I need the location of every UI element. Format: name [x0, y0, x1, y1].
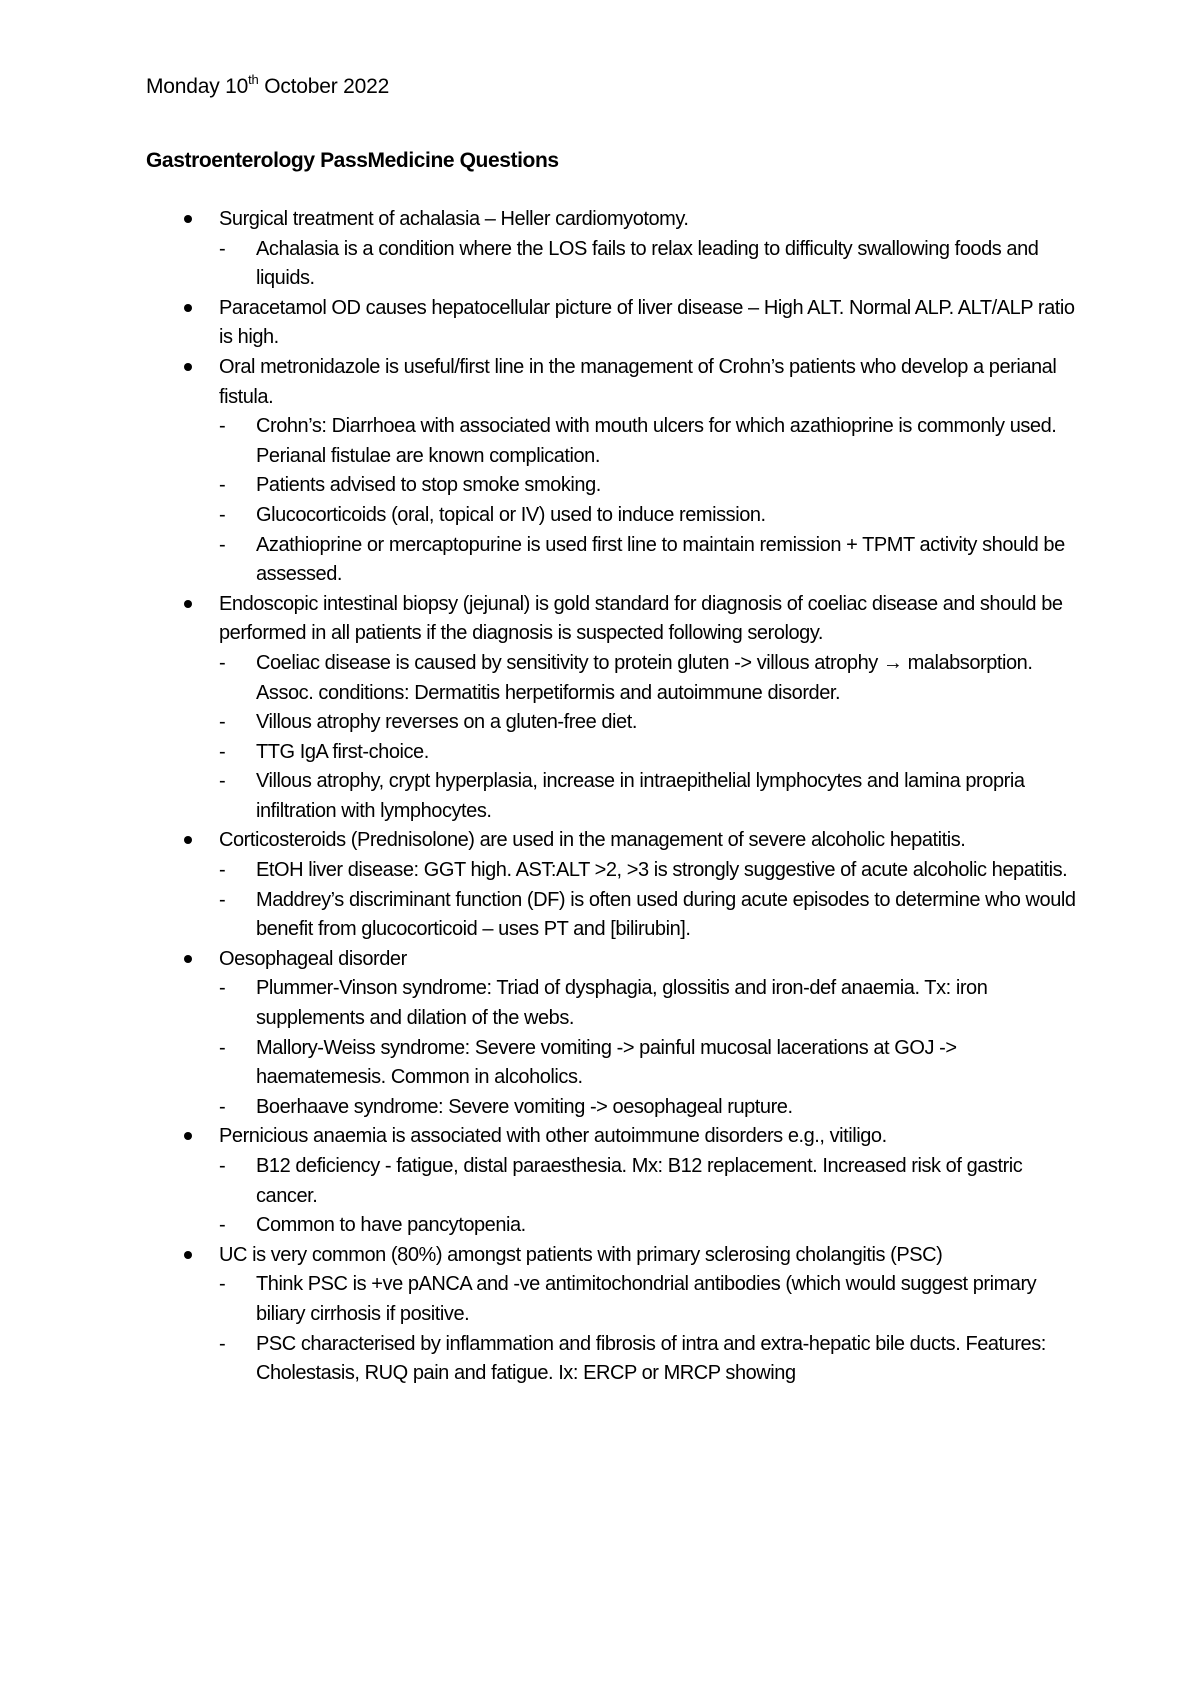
bullet-icon	[184, 215, 192, 223]
sub-item	[146, 856, 1086, 886]
sub-item	[146, 235, 1086, 294]
sub-text: EtOH liver disease: GGT high. AST:ALT >2, >3 is strongly suggestive of acute alcoholic hepatitis.	[256, 859, 1068, 882]
sub-item	[146, 1330, 1086, 1389]
sub-text: B12 deficiency - fatigue, distal paraesthesia. Mx: B12 replacement. Increased risk of gastric cancer.	[256, 1155, 1023, 1207]
bullet-item	[146, 1241, 1086, 1389]
sub-text: Villous atrophy reverses on a gluten-free diet.	[256, 711, 637, 734]
bullet-text: Oesophageal disorder	[219, 947, 407, 970]
bullet-text: Endoscopic intestinal biopsy (jejunal) is gold standard for diagnosis of coeliac disease and should be performed in all patients if the diagnosis is suspected following serology.	[219, 592, 1063, 645]
sub-item	[146, 1034, 1086, 1093]
sub-item	[146, 471, 1086, 501]
dash-icon: -	[219, 503, 226, 526]
dash-icon: -	[219, 533, 226, 556]
sub-item	[146, 649, 1086, 708]
sub-item	[146, 412, 1086, 471]
sub-text: Common to have pancytopenia.	[256, 1214, 526, 1237]
dash-icon: -	[219, 651, 226, 674]
bullet-text: UC is very common (80%) amongst patients with primary sclerosing cholangitis (PSC)	[219, 1243, 943, 1266]
dash-icon: -	[219, 415, 226, 438]
dash-icon: -	[219, 474, 226, 497]
dash-icon: -	[219, 888, 226, 911]
bullet-icon	[184, 955, 192, 963]
dash-icon: -	[219, 770, 226, 793]
sub-item	[146, 1152, 1086, 1211]
dash-icon: -	[219, 740, 226, 763]
dash-icon: -	[219, 237, 226, 260]
sub-item	[146, 1093, 1086, 1123]
date-prefix: Monday 10	[146, 75, 249, 98]
dash-icon: -	[219, 1036, 226, 1059]
notes-list	[146, 205, 1086, 1389]
sub-text: Azathioprine or mercaptopurine is used first line to maintain remission + TPMT activity should be assessed.	[256, 533, 1065, 586]
document-title: Gastroenterology PassMedicine Questions	[146, 149, 559, 172]
sub-item	[146, 886, 1086, 945]
sub-text: Think PSC is +ve pANCA and -ve antimitochondrial antibodies (which would suggest primary biliary cirrhosis if positive.	[256, 1273, 1037, 1325]
dash-icon: -	[219, 977, 226, 1000]
document-date	[146, 72, 389, 102]
bullet-icon	[184, 600, 192, 608]
sub-text: Patients advised to stop smoke smoking.	[256, 474, 601, 497]
sub-text: PSC characterised by inflammation and fibrosis of intra and extra-hepatic bile ducts. Features: Cholestasis, RUQ pain and fatigue. Ix: ERCP or MRCP showing	[256, 1332, 1046, 1385]
bullet-icon	[184, 1132, 192, 1140]
dash-icon: -	[219, 1332, 226, 1355]
bullet-text: Paracetamol OD causes hepatocellular picture of liver disease – High ALT. Normal ALP. ALT/ALP ratio is high.	[219, 296, 1075, 349]
bullet-text: Corticosteroids (Prednisolone) are used in the management of severe alcoholic hepatitis.	[219, 829, 966, 852]
sub-text: Boerhaave syndrome: Severe vomiting -> oesophageal rupture.	[256, 1095, 793, 1118]
bullet-item	[146, 205, 1086, 294]
sub-text: Crohn’s: Diarrhoea with associated with mouth ulcers for which azathioprine is commonly used. Perianal fistulae are known complication.	[256, 415, 1057, 467]
dash-icon: -	[219, 1095, 226, 1118]
bullet-text: Pernicious anaemia is associated with other autoimmune disorders e.g., vitiligo.	[219, 1125, 887, 1148]
bullet-icon	[184, 363, 192, 371]
sub-text: Achalasia is a condition where the LOS fails to relax leading to difficulty swallowing foods and liquids.	[256, 237, 1039, 290]
sub-item	[146, 767, 1086, 826]
bullet-item	[146, 294, 1086, 353]
bullet-text: Surgical treatment of achalasia – Heller cardiomyotomy.	[219, 208, 689, 230]
sub-text: Coeliac disease is caused by sensitivity to protein gluten -> villous atrophy → malabsorption. Assoc. conditions: Dermatitis herpetiformis and autoimmune disorder.	[256, 651, 1033, 704]
sub-item	[146, 1211, 1086, 1241]
bullet-item	[146, 353, 1086, 590]
sub-item	[146, 1270, 1086, 1329]
date-ordinal-suffix: th	[248, 72, 259, 87]
dash-icon: -	[219, 1273, 226, 1296]
bullet-item	[146, 826, 1086, 944]
bullet-item	[146, 590, 1086, 827]
sub-text: Villous atrophy, crypt hyperplasia, increase in intraepithelial lymphocytes and lamina propria infiltration with lymphocytes.	[256, 770, 1025, 822]
dash-icon: -	[219, 1214, 226, 1237]
bullet-item	[146, 945, 1086, 1123]
bullet-icon	[184, 304, 192, 312]
sub-text: TTG IgA first-choice.	[256, 740, 429, 763]
sub-text: Plummer-Vinson syndrome: Triad of dysphagia, glossitis and iron-def anaemia. Tx: iron supplements and dilation of the webs.	[256, 977, 988, 1030]
bullet-item	[146, 1122, 1086, 1240]
bullet-icon	[184, 1251, 192, 1259]
dash-icon: -	[219, 859, 226, 882]
dash-icon: -	[219, 1155, 226, 1177]
sub-item	[146, 531, 1086, 590]
dash-icon: -	[219, 711, 226, 734]
sub-item	[146, 501, 1086, 531]
bullet-text: Oral metronidazole is useful/first line in the management of Crohn’s patients who develop a perianal fistula.	[219, 355, 1057, 408]
sub-text: Maddrey’s discriminant function (DF) is often used during acute episodes to determine who would benefit from glucocorticoid – uses PT and [bilirubin].	[256, 888, 1076, 941]
sub-item	[146, 974, 1086, 1033]
date-suffix: October 2022	[258, 75, 390, 98]
sub-item	[146, 738, 1086, 768]
bullet-icon	[184, 836, 192, 844]
sub-text: Glucocorticoids (oral, topical or IV) used to induce remission.	[256, 503, 766, 526]
sub-text: Mallory-Weiss syndrome: Severe vomiting -> painful mucosal lacerations at GOJ -> haematemesis. Common in alcoholics.	[256, 1036, 957, 1089]
sub-item	[146, 708, 1086, 738]
